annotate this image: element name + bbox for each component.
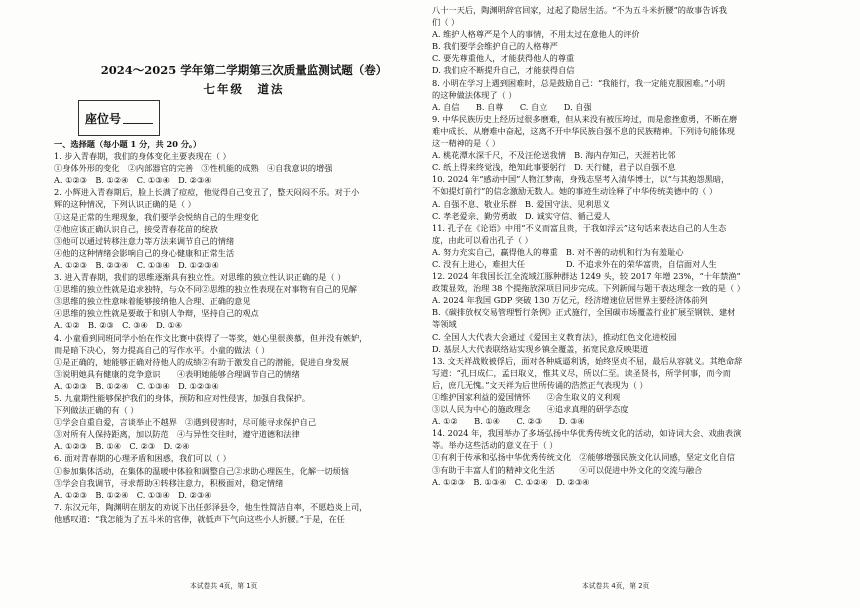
text-line: ③思维的独立性意味着能够接纳他人合理、正确的意见 <box>54 296 251 307</box>
seat-number-box <box>78 100 160 136</box>
text-line: ③以人民为中心的施政理念 ④追求真理的研学态度 <box>432 404 629 415</box>
text-line: ①参加集体活动，在集体的温暖中体验和调整自己②求助心理医生，化解一切烦恼 <box>54 465 349 476</box>
text-line: 下列做法正确的有（ ） <box>54 405 139 416</box>
seat-number-blank[interactable] <box>123 112 153 124</box>
text-line: 11. 孔子在《论语》中用“不义而富且贵，于我如浮云”这句话来表达自己的人生态 <box>432 222 727 233</box>
text-line: ①这是正常的生理现象，我们要学会悦纳自己的生理变化 <box>54 211 259 222</box>
text-line: 不如提灯前行”的信念激励无数人。她的事迹生动诠释了中华传统美德中的（ ） <box>432 186 718 197</box>
text-line: 12. 2024 年我国长江全流域江豚种群达 1249 头，较 2017 年增 23%，“十年禁渔” <box>432 271 741 282</box>
text-line: 而是暗下决心，努力提高自己的写作水平。小童的做法（ ） <box>54 344 270 355</box>
page-footer-right: 本试卷共 4页，第 2页 <box>582 582 650 590</box>
text-line: 这一精神的是（ ） <box>432 138 501 149</box>
text-line: 4. 小童看到同班同学小怡在作文比赛中获得了一等奖，她心里很羡慕，但并没有嫉妒， <box>54 332 368 343</box>
text-line: ①维护国家利益的爱国情怀 ②舍生取义的义利观 <box>432 392 621 402</box>
page-footer-left: 本试卷共 4页，第 1页 <box>190 582 258 590</box>
text-line: ②他应该正确认识自己，接受青春花苗的绽放 <box>54 223 218 234</box>
text-line: 3. 进入青春期，我们的思维逐渐具有独立性。对思维的独立性认识正确的是（ ） <box>54 272 346 283</box>
text-line: ①身体外形的变化 ②内部器官的完善 ③性机能的成熟 ④自我意识的增强 <box>54 163 333 174</box>
text-line: A. 2024 年我国 GDP 突破 130 万亿元，经济增速位居世界主要经济体前列 <box>432 295 708 306</box>
text-line: A. 维护人格尊严是个人的事情，不用太过在意他人的评价 <box>432 29 640 40</box>
text-line: 等。举办这些活动的意义在于（ ） <box>432 440 558 451</box>
text-line: ③对所有人保持距离，加以防范 ④与异性交往时，遵守道德和法律 <box>54 429 300 440</box>
text-line: 后，庶几无愧。”文天祥为后世所传诵的浩然正气表现为（ ） <box>432 379 648 390</box>
left-question-text <box>54 138 410 525</box>
text-line: C. 要先尊重他人，才能获得他人的尊重 <box>432 53 575 64</box>
text-line: 2. 小辉进入青春期后，脸上长满了痘痘，他觉得自己变丑了，整天闷闷不乐。对于小 <box>54 187 360 198</box>
text-line: ①是正确的，她能够正确对待他人的成绩②有助于激发自己的潜能，促进自身发展 <box>54 356 349 367</box>
text-line: ①有利于传承和弘扬中华优秀传统文化 ②能够增强民族文化认同感，坚定文化自信 <box>432 452 735 463</box>
text-line: 等领域 <box>432 319 457 330</box>
text-line: A. 自强不息、敬业乐群 B. 爱国守法、见利思义 <box>432 198 610 209</box>
text-line: A. ①②③ B. ①④ C. ②③ D. ②④ <box>54 441 190 452</box>
text-line: 辉的这种情况，下列认识正确的是（ ） <box>54 199 196 210</box>
text-line: A. ①②③ B. ①②④ C. ①③④ D. ①②③④ <box>54 380 219 391</box>
left-column <box>0 0 420 608</box>
text-line: B. 我们要学会维护自己的人格尊严 <box>432 41 558 52</box>
text-line: C. 纸上得来终觉浅，绝知此事要躬行 D. 天行健，君子以自强不息 <box>432 162 676 173</box>
text-line: 1. 步入青春期，我们的身体变化主要表现在（ ） <box>54 151 231 162</box>
text-line: ④思维的独立性就是要敢于和别人争辩，坚持自己的观点 <box>54 308 259 319</box>
text-line: C. 没有上进心，难担大任 D. 不追求外在的荣华富贵，自信面对人生 <box>432 258 717 269</box>
text-line: A. ①②③ B. ②③④ C. ①③④ D. ①②③④ <box>54 259 219 270</box>
text-line: A. ①②③ B. ①②④ C. ①③④ D. ②③④ <box>54 175 212 186</box>
text-line: A. ①②③ B. ①③④ C. ①②④ D. ②③④ <box>432 476 590 487</box>
text-line: 5. 九童期性能够保护我们的身体，预防和应对性侵害，加强自我保护。 <box>54 392 311 403</box>
text-line: A. ①② B. ①④ C. ②③ D. ③④ <box>432 416 585 427</box>
text-line: D. 基层人大代表联络站实现乡镇全覆盖，拓宽民意反映渠道 <box>432 343 649 354</box>
text-line: ①思维的独立性就是追求独特，与众不同②思维的独立性表现在对事物有自己的见解 <box>54 284 357 295</box>
text-line: 的这种做法体现了（ ） <box>432 89 517 100</box>
text-line: B.《碳排放权交易管理暂行条例》正式施行，全国碳市场覆盖行业扩展至钢铁、建材 <box>432 307 736 318</box>
text-line: ③学会自我调节，寻求帮助④转移注意力，积极面对，稳定情绪 <box>54 477 284 488</box>
text-line: 6. 面对青春期的心理矛盾和困惑，我们可以（ ） <box>54 453 231 464</box>
text-line: D. 我们应不断提升自己，才能获得自信 <box>432 65 575 76</box>
text-line: ③说明她具有健康的竞争意识 ④表明她能够合理调节自己的情绪 <box>54 368 300 379</box>
text-line: 们（ ） <box>432 17 460 28</box>
right-column <box>432 0 852 608</box>
text-line: A. ①② B. ②③ C. ③④ D. ①④ <box>54 320 183 331</box>
text-line: 14. 2024 年，我国举办了多场弘扬中华优秀传统文化的活动，如诗词大会、戏曲表演 <box>432 428 742 439</box>
text-line: 写道：“孔曰成仁，孟曰取义，惟其义尽，所以仁至。读圣贤书，所学何事，而今而 <box>432 367 731 378</box>
text-line: 政策显效，治理 38 个提拖放深项目同步完成。下列新闻与题干表达理念一致的是（ ） <box>432 283 745 294</box>
text-line: 13. 文天祥战败被俘后，面对各种威逼利诱，始终坚贞不屈，最后从容就义。其绝命辞 <box>432 355 743 366</box>
text-line: 7. 东汉元年，陶渊明在朋友的劝说下出任彭泽县令，他生性简洁自率，不愿趋炎上司， <box>54 501 368 512</box>
text-line: ④他的这种情绪会影响自己的身心健康和正常生活 <box>54 247 235 258</box>
text-line: 一、选择题（每小题 1 分，共 20 分。） <box>54 139 202 149</box>
text-line: ③有助于丰富人们的精神文化生活 ④可以促进中外文化的交流与融合 <box>432 464 703 475</box>
text-line: 10. 2024 年“感动中国”人物江梦南，身残志坚考入清华博士，以“与其抱怨黑暗， <box>432 174 730 185</box>
text-line: 9. 中华民族历史上经历过很多磨难，但从来没有被压垮过，而是愈挫愈勇，不断在磨 <box>432 113 738 124</box>
text-line: 八十一天后，陶渊明辞官回家，过起了隐居生活。“不为五斗米折腰”的故事告诉我 <box>432 5 727 15</box>
text-line: A. 自信 B. 自尊 C. 自立 D. 自强 <box>432 101 592 112</box>
text-line: ③他可以通过转移注意力等方法来调节自己的情绪 <box>54 235 235 246</box>
text-line: 他感叹道：“我怎能为了五斗米的官俸，就低声下气向这些小人折腰。”于是，在任 <box>54 513 345 524</box>
text-line: A. 努力充实自己，赢得他人的尊重 B. 对不善的动机和行为有羞耻心 <box>432 246 684 257</box>
exam-subtitle: 七年级 道法 <box>203 82 285 96</box>
text-line: 难中成长、从磨难中奋起，这离不开中华民族自强不息的民族精神。下列诗句能体现 <box>432 125 735 136</box>
right-question-text <box>432 4 846 488</box>
text-line: C. 全国人大代表大会通过《爱国主义教育法》，推动红色文化进校园 <box>432 331 677 342</box>
text-line: C. 孝老爱亲、勤劳勇敢 D. 诚实守信、循己爱人 <box>432 210 611 221</box>
exam-title: 2024～2025 学年第二学期第三次质量监测试题（卷） <box>100 63 388 77</box>
seat-number-label: 座位号 <box>84 111 121 126</box>
text-line: A. ①②③ B. ①②④ C. ①③④ D. ②③④ <box>54 489 212 500</box>
text-line: 8. 小明在学习上遇到困难时，总是鼓励自己：“我能行，我一定能克服困难。”小明 <box>432 77 726 88</box>
text-line: A. 桃花潭水深千尺，不及汪伦送我情 B. 海内存知己，天涯若比邻 <box>432 150 676 161</box>
text-line: ①学会自重自爱，言谈举止不越界 ②遇到侵害时，尽可能寻求保护自己 <box>54 417 317 428</box>
text-line: 度，由此可以看出孔子（ ） <box>432 234 533 245</box>
